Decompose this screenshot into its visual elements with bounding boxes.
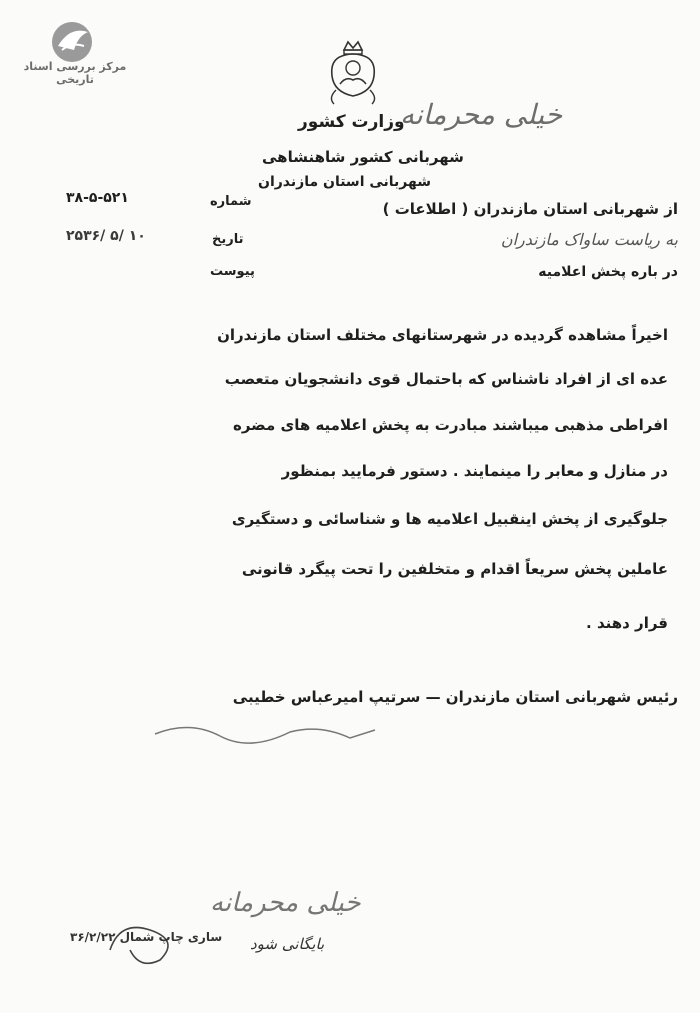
number-label: شماره bbox=[210, 194, 252, 209]
body-line: عاملین پخش سریعاً اقدام و متخلفین را تحت پیگرد قانونی bbox=[241, 560, 668, 578]
body-line: جلوگیری از پخش اینقبیل اعلامیه ها و شناسائی و دستگیری bbox=[231, 510, 668, 528]
archive-center-logo-icon bbox=[48, 20, 96, 64]
letter-number: ۳۸-۵-۵۲۱ bbox=[66, 190, 129, 206]
body-line: افراطی مذهبی میباشند مبادرت به پخش اعلامیه های مضره bbox=[232, 416, 668, 434]
signature-line: رئیس شهربانی استان مازندران — سرتیپ امیرعباس خطیبی bbox=[232, 688, 678, 706]
department-line-2: شهربانی استان مازندران bbox=[258, 174, 432, 190]
handwritten-classification: خیلی محرمانه bbox=[400, 98, 563, 131]
attachment-label: پیوست bbox=[210, 264, 255, 279]
lion-and-sun-emblem-icon bbox=[322, 40, 384, 108]
body-line: عده ای از افراد ناشناس که باحتمال قوی دانشجویان متعصب bbox=[224, 370, 668, 388]
signature-scribble-icon bbox=[150, 716, 380, 746]
recipient-line: به ریاست ساواک مازندران bbox=[500, 230, 678, 249]
department-line-1: شهربانی کشور شاهنشاهی bbox=[262, 148, 464, 166]
body-line: قرار دهند . bbox=[586, 614, 668, 632]
date-label: تاریخ bbox=[212, 232, 244, 247]
ministry-name: وزارت کشور bbox=[298, 112, 405, 132]
letter-date: ۲۵۳۶/ ۵/ ۱۰ bbox=[66, 228, 146, 244]
body-line: اخیراً مشاهده گردیده در شهرستانهای مختلف استان مازندران bbox=[217, 326, 668, 344]
filing-note: بایگانی شود bbox=[250, 935, 325, 953]
body-line: در منازل و معابر را مینمایند . دستور فرمایید بمنظور bbox=[281, 462, 668, 480]
watermark-text: مرکز بررسی اسناد تاریخی bbox=[23, 60, 127, 86]
handwritten-footer-note: خیلی محرمانه bbox=[210, 888, 361, 918]
subject-line: در باره پخش اعلامیه bbox=[538, 264, 678, 280]
print-imprint: ۳۶/۲/۲۲ ساری چاپ شمال bbox=[70, 930, 223, 944]
sender-line: از شهربانی استان مازندران ( اطلاعات ) bbox=[382, 200, 678, 218]
